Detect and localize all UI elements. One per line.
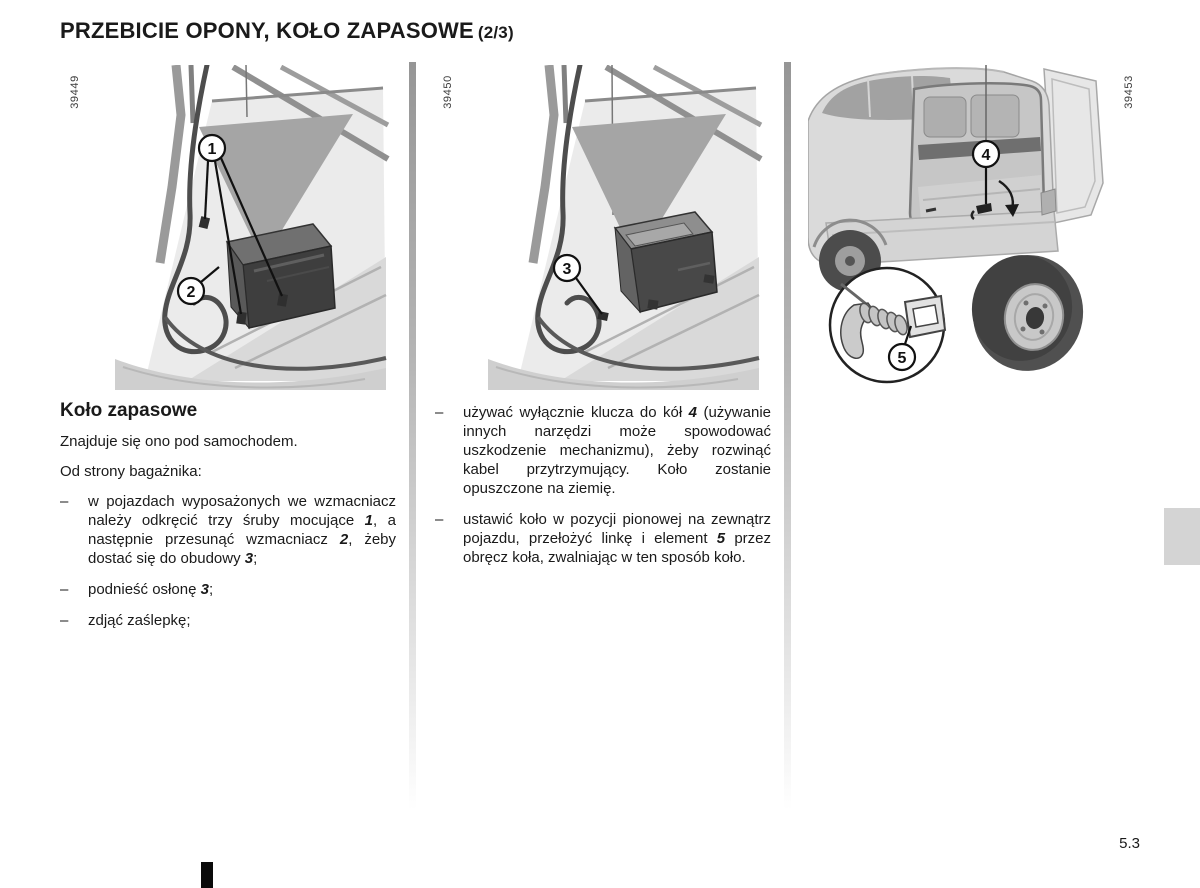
bullet-text: ustawić koło w pozycji pionowej na zewnątrz pojazdu, przełożyć linkę i element 5 przez obręcz koła, zwalniając w ten sposób koło.	[463, 511, 771, 566]
page-title	[60, 18, 514, 44]
seat-back-right	[971, 95, 1019, 137]
chapter-thumb-tab	[1164, 508, 1200, 565]
car-rear-drawing	[808, 65, 1103, 292]
figure-1-id-label: 39449	[69, 75, 81, 109]
trunk-illustration-2	[488, 65, 763, 390]
column-divider-2	[784, 62, 791, 810]
bullet-dash: –	[435, 404, 444, 421]
bullet-text: w pojazdach wyposażonych we wzmacniacz należy odkręcić trzy śruby mocujące 1, a następnie przesunąć wzmacniacz 2, żeby dostać się do obudowy 3;	[88, 493, 396, 567]
taillight	[1041, 189, 1056, 215]
car-rear-illustration	[808, 65, 1120, 390]
middle-text-column	[435, 403, 771, 579]
list-item	[435, 403, 771, 498]
figure-3-id-label: 39453	[1123, 75, 1135, 109]
list-item	[435, 510, 771, 567]
hook-detail-inset	[830, 268, 945, 382]
bullet-dash: –	[60, 581, 69, 598]
callout-3-number: 3	[562, 261, 572, 278]
callout-2-number: 2	[186, 284, 196, 301]
spare-wheel	[964, 246, 1093, 379]
section-heading: Koło zapasowe	[60, 400, 198, 421]
bullet-dash: –	[60, 612, 69, 629]
callout-1-number: 1	[207, 141, 217, 158]
page-number: 5.3	[1119, 835, 1140, 852]
column-divider-1	[409, 62, 416, 810]
callout-5-number: 5	[897, 350, 907, 367]
list-item	[60, 492, 396, 568]
figure-2-id-label: 39450	[442, 75, 454, 109]
bullet-text: podnieść osłonę 3;	[88, 581, 214, 598]
left-text-column	[60, 400, 396, 642]
bullet-text: używać wyłącznie klucza do kół 4 (używanie innych narzędzi może spowodować uszkodzenie mechanizmu), żeby rozwinąć kabel przytrzymujący. Koło zostanie opuszczone na ziemię.	[463, 404, 771, 497]
print-registration-marker	[201, 862, 213, 888]
list-item	[60, 580, 396, 599]
callout-4-number: 4	[981, 147, 991, 164]
trunk-illustration-1	[115, 65, 390, 390]
intro-paragraph-1: Znajduje się ono pod samochodem.	[60, 433, 298, 450]
seat-back-left	[924, 97, 966, 137]
list-item	[60, 611, 396, 630]
page-title-text: PRZEBICIE OPONY, KOŁO ZAPASOWE	[60, 18, 474, 43]
bullet-dash: –	[435, 511, 444, 528]
bullet-dash: –	[60, 493, 69, 510]
intro-paragraph-2: Od strony bagażnika:	[60, 463, 202, 480]
page-title-suffix: (2/3)	[477, 23, 514, 42]
bullet-text: zdjąć zaślepkę;	[88, 612, 191, 629]
